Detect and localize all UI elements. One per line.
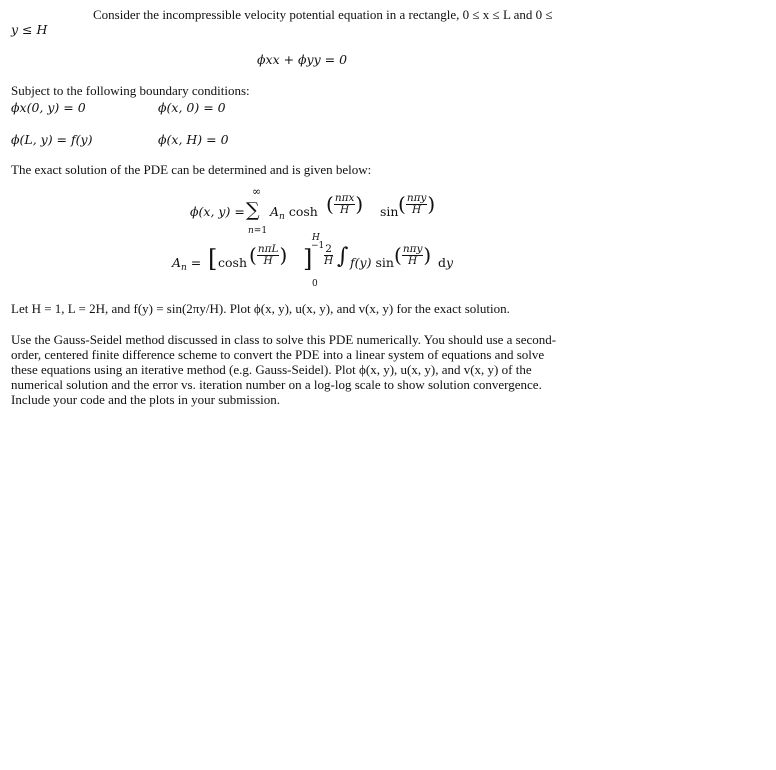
task-line: Include your code and the plots in your submission. [11,392,280,407]
task-line: order, centered finite difference scheme to convert the PDE into a linear system of equations and solve [11,347,545,362]
task-paragraph [11,332,577,407]
problem-givens: Let H = 1, L = 2H, and f(y) = sin(2πy/H). Plot ϕ(x, y), u(x, y), and v(x, y) for the exact solution. [11,301,510,316]
intro-line-1: Consider the incompressible velocity potential equation in a rectangle, 0 ≤ x ≤ L and 0 ≤ [93,7,553,22]
bc-phix-zero: ϕx(0, y) = 0 [11,100,86,115]
task-line: these equations using an iterative method (e.g. Gauss-Seidel). Plot ϕ(x, y), u(x, y), and v(x, y) of the [11,362,532,377]
task-line: numerical solution and the error vs. iteration number on a log-log scale to show solution convergence. [11,377,542,392]
solution-heading: The exact solution of the PDE can be determined and is given below: [11,162,372,177]
intro-line-2: y ≤ H [11,22,48,37]
bc-right-edge: ϕ(L, y) = f(y) [11,132,93,147]
bc-bottom: ϕ(x, 0) = 0 [158,100,226,115]
task-line: Use the Gauss-Seidel method discussed in class to solve this PDE numerically. You should use a second- [11,332,557,347]
bc-top: ϕ(x, H) = 0 [158,132,229,147]
bc-heading: Subject to the following boundary conditions: [11,83,250,98]
pde-equation: ϕxx + ϕyy = 0 [257,52,348,67]
